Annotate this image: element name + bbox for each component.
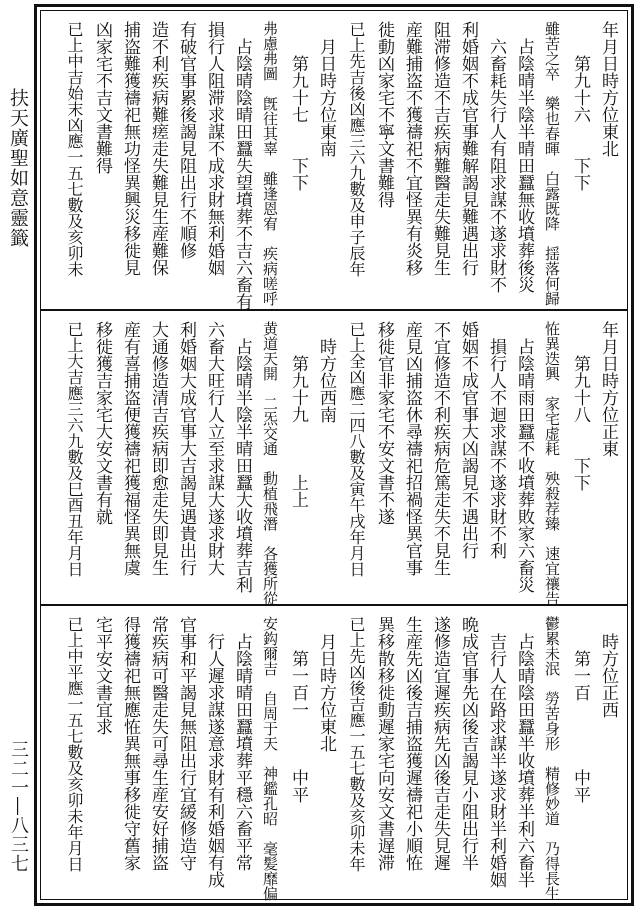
panel-bottom-col-6: 晩成官事先凶後吉謁見小阻出行半 — [458, 616, 478, 871]
panel-bottom-col-3: 鬱累未泯 勞苦身形 精修妙道 乃得長生 — [543, 616, 561, 901]
panel-bottom-col-11: 月日時方位東北 — [316, 616, 336, 752]
panel-middle-col-11: 時方位西南 — [316, 321, 336, 423]
panel-top-col-2: 第九十六 下下 — [570, 21, 590, 191]
page-frame-inner — [40, 10, 628, 900]
panel-middle-col-4: 占陰晴雨田蠶不收墳葬敗家六畜災 — [514, 321, 534, 593]
panel-middle-col-12: 第九十九 上上 — [288, 321, 308, 508]
panel-bottom-col-9: 異移散移徙動遲家宅向安文書遅滞 — [374, 616, 394, 871]
panel-top-col-3: 雖苦之卒 樂也春暉 白露既降 揺落何歸 — [543, 21, 561, 306]
page-frame — [34, 4, 634, 906]
panel-bottom-col-5: 吉行人在路求謀半遂求財半利婚姻 — [486, 616, 506, 888]
panel-bottom-col-2: 第一百 中平 — [570, 616, 590, 803]
panel-middle-col-14: 占陰晴半陰半晴田蠶大收墳葬吉利 — [232, 321, 252, 593]
panel-bottom — [41, 606, 627, 905]
panel-top-col-9: 徙動凶家宅不寧文書難得 — [374, 21, 394, 208]
panel-bottom-col-7: 遂修造宜遲疾病先凶後吉走失見遲 — [430, 616, 450, 871]
panel-bottom-col-16: 官事和平謁見無阻出行宜緩修造守 — [176, 616, 196, 871]
panel-top-col-8: 産難捕盗不獲禱祀不宜怪異有炎移 — [402, 21, 422, 276]
panel-top-col-1: 年月日時方位東北 — [598, 21, 618, 157]
panel-middle-col-18: 産有喜捕盗便獲禱祀獲福怪異無虞 — [120, 321, 140, 576]
panel-top-col-13: 弗慮弗圖 旣往其辜 雖逢恩宥 疾病嗟呼 — [261, 21, 279, 306]
panel-middle-col-2: 第九十八 下下 — [570, 321, 590, 491]
panel-middle-col-1: 年月日時方位正東 — [598, 321, 618, 457]
panel-bottom-col-8: 生産先凶後吉捕盗獲遲禱祀小順恠 — [402, 616, 422, 871]
panel-middle — [41, 311, 627, 606]
panel-top-col-4: 占陰晴半陰半晴田蠶無收墳葬後災 — [514, 21, 534, 293]
panel-middle-col-19: 移徙獲吉家宅大安文書有就 — [92, 321, 112, 525]
panel-middle-col-20: 已上大吉應三六九數及巳酉丑年月日 — [65, 321, 84, 577]
panel-middle-col-7: 不宜修造不利疾病危篤走失不見生 — [430, 321, 450, 576]
panel-top-col-19: 凶家宅不吉文書難得 — [92, 21, 112, 174]
panel-middle-col-16: 利婚姻大成官事大吉謁見遇貴出行 — [176, 321, 196, 576]
panel-middle-col-6: 婚姻不成官事大凶謁見不遇出行 — [458, 321, 478, 559]
panel-middle-col-13: 黄道天開 二炁交通 動植飛潛 各獲所從 — [261, 321, 279, 606]
panel-bottom-col-10: 已上先凶後吉應一五七數及亥卯未年 — [347, 616, 366, 872]
panel-top-col-14: 占陰晴陰晴田蠶失望墳葬不吉六畜有 — [232, 21, 252, 310]
panel-middle-col-3: 恠異迭興 家宅虚耗 殃殺荐臻 速宜禳告 — [543, 321, 561, 606]
book-title: 扶天廣聖如意靈籤 — [7, 88, 29, 248]
panel-bottom-col-1: 時方位正西 — [598, 616, 618, 718]
panel-bottom-col-18: 得獲禱祀無應恠異無事移徙守舊家 — [120, 616, 140, 871]
panel-middle-col-5: 損行人不迴求謀不遂求財不利 — [486, 321, 506, 559]
panel-top-col-5: 六畜耗失行人有阻求謀不遂求財不 — [486, 21, 506, 293]
panel-bottom-col-20: 已上中平應一五七數及亥卯未年月日 — [65, 616, 84, 872]
panel-top-col-15: 損行人阻滞求謀不成求財無利婚姻 — [204, 21, 224, 276]
panel-top-col-10: 已上先吉後凶應三六九數及申子辰年 — [347, 21, 366, 277]
panel-bottom-col-15: 行人遲求謀遂意求財有利婚姻有成 — [204, 616, 224, 888]
panel-top — [41, 11, 627, 311]
panel-bottom-col-12: 第一百一 中平 — [288, 616, 308, 803]
panel-top-col-18: 捕盗難獲禱祀無功怪異興災移徙見 — [120, 21, 140, 276]
panel-middle-col-15: 六畜大旺行人立至求謀大遂求財大 — [204, 321, 224, 576]
panel-middle-col-10: 已上全凶應二四八數及寅午戌年月日 — [347, 321, 366, 577]
panel-bottom-col-17: 常疾病可醫走失可尋生産安好捕盗 — [148, 616, 168, 871]
panel-top-col-16: 有破官事累後謁見阻出行不順修 — [176, 21, 196, 259]
panel-top-col-20: 已上中吉始末凶應一五七數及亥卯未 — [65, 21, 84, 277]
panel-bottom-col-4: 占陰晴陰田蠶半收墳葬半利六畜半 — [514, 616, 534, 888]
panel-top-col-11: 月日時方位東南 — [316, 21, 336, 157]
panel-top-col-6: 利婚姻不成官事難解謁見難遇出行 — [458, 21, 478, 276]
panel-top-col-17: 造不利疾病難瘥走失難見生産難保 — [148, 21, 168, 276]
panel-bottom-col-19: 宅平安文書宜求 — [92, 616, 112, 735]
panel-bottom-col-14: 占陰晴晴田蠶墳葬平穩六畜平常 — [232, 616, 252, 871]
panel-top-col-7: 阻滞修造不吉疾病難醫走失難見生 — [430, 21, 450, 276]
panel-middle-col-9: 移徙官非家宅不安文書不遂 — [374, 321, 394, 525]
panel-bottom-col-13: 安鈎爾吉 自周于天 神鑑孔昭 毫髪靡偏 — [261, 616, 279, 901]
panel-middle-col-8: 産見凶捕盗休尋禱祀招禍怪異官事 — [402, 321, 422, 576]
panel-middle-col-17: 大通修造清吉疾病即愈走失即見生 — [148, 321, 168, 576]
panel-top-col-12: 第九十七 下下 — [288, 21, 308, 191]
page-number: 三二一―八三七 — [8, 740, 29, 873]
